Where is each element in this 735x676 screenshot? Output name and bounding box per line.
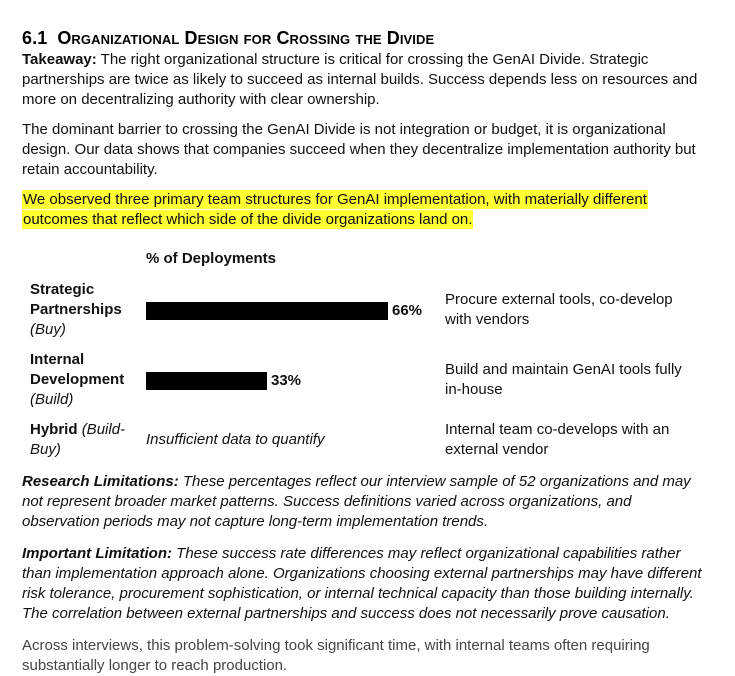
important-limitation-paragraph [22, 544, 712, 624]
section-number: 6.1 [22, 28, 48, 48]
row-name-line1: Internal [30, 351, 85, 368]
takeaway-text: The right organizational structure is critical for crossing the GenAI Divide. Strategic partnerships are twice as likely to succeed as internal builds. Success depends less on resources and more on decentralizing authority with clear ownership. [22, 51, 698, 108]
deployment-bar [146, 372, 267, 390]
row-description: Internal team co-develops with an external vendor [445, 421, 670, 458]
no-data-note: Insufficient data to quantify [146, 431, 325, 448]
section-heading [22, 26, 712, 50]
row-description: Build and maintain GenAI tools fully in-house [445, 361, 682, 398]
takeaway-paragraph [22, 50, 712, 110]
research-limitations-label: Research Limitations: [22, 473, 179, 490]
row-name-line2: Development [30, 371, 125, 388]
row-qualifier: (Build-Buy) [30, 421, 126, 458]
row-label [30, 280, 142, 340]
section-title: Organizational Design for Crossing the Divide [57, 28, 435, 48]
column-header-deployments: % of Deployments [146, 250, 277, 267]
row-name: Hybrid [30, 421, 78, 438]
team-structure-table [22, 238, 712, 460]
row-label [30, 420, 142, 460]
body-paragraph: The dominant barrier to crossing the GenAI Divide is not integration or budget, it is organizational design. Our data shows that companies succeed when they decentralize implementation authority but retain accountability. [22, 121, 696, 178]
deployment-percent: 66% [392, 302, 423, 319]
research-limitations-paragraph [22, 472, 712, 532]
row-name-line1: Strategic [30, 281, 95, 298]
research-limitations-text: These percentages reflect our interview sample of 52 organizations and may not represent broader market patterns. Success definitions varied across organizations, and observation periods may not capture long-term implementation trends. [22, 473, 691, 530]
highlighted-paragraph [22, 190, 712, 230]
table-row-strategic-partnerships [30, 280, 712, 342]
row-qualifier: (Build) [30, 391, 74, 408]
important-limitation-text: These success rate differences may reflect organizational capabilities rather than implementation approach alone. Organizations choosing external partnerships may have different risk tolerance, procurement sophistication, or internal technical capacity than those building internally. The correlation between external partnerships and success does not necessarily prove causation. [22, 545, 702, 622]
deployment-bar [146, 302, 388, 320]
highlighted-text: We observed three primary team structures for GenAI implementation, with materially different outcomes that reflect which side of the divide organizations land on. [23, 191, 647, 228]
row-qualifier: (Buy) [30, 321, 66, 338]
document-page [22, 26, 712, 674]
row-name-line2: Partnerships [30, 301, 122, 318]
table-row-hybrid [30, 420, 712, 462]
takeaway-label: Takeaway: [22, 51, 97, 68]
important-limitation-label: Important Limitation: [22, 545, 172, 562]
row-description: Procure external tools, co-develop with vendors [445, 291, 673, 328]
row-label [30, 350, 142, 410]
cut-off-paragraph: Across interviews, this problem-solving took significant time, with internal teams often requiring substantially longer to reach production. [22, 637, 650, 674]
table-row-internal-development [30, 350, 712, 412]
deployment-percent: 33% [271, 372, 302, 389]
